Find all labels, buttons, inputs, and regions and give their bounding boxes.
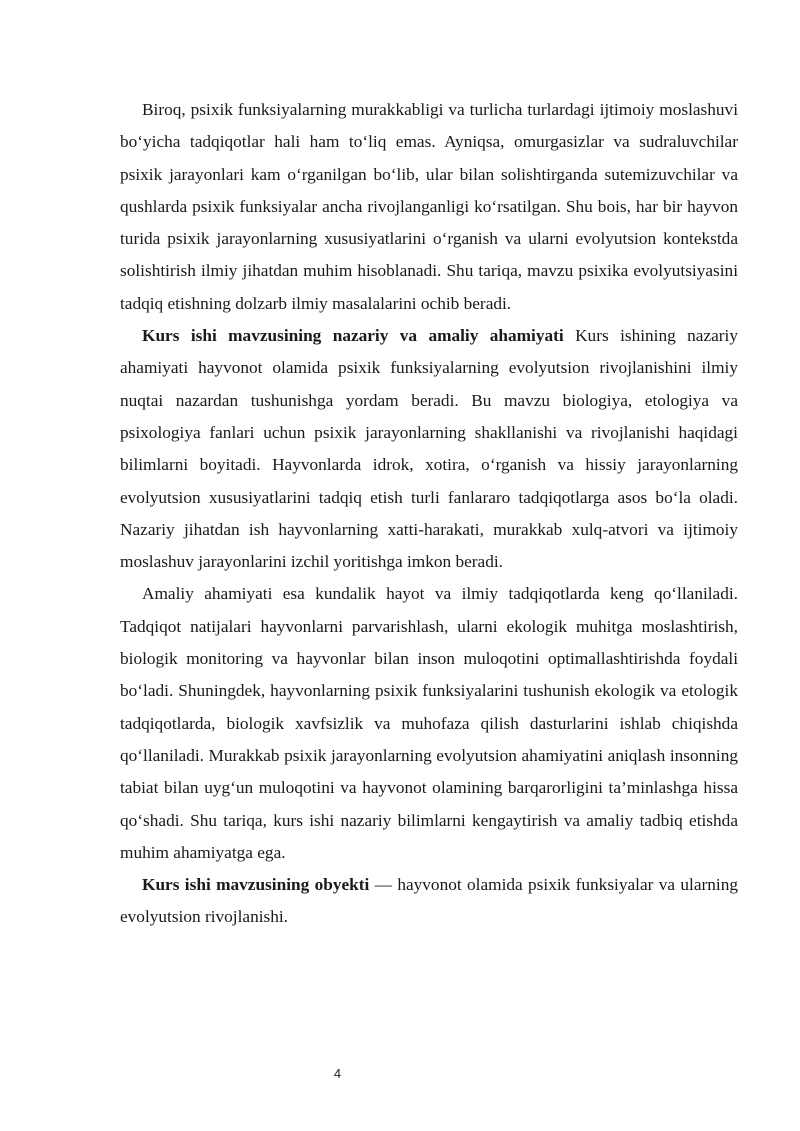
paragraph-heading: Kurs ishi mavzusining obyekti [142,875,370,895]
paragraph-significance [120,320,738,578]
paragraph-text: Amaliy ahamiyati esa kundalik hayot va ilmiy tadqiqotlarda keng qo‘llaniladi. Tadqiqot natijalari hayvonlarni parvarishlash, ularni ekologik muhitga moslashtirish, biologik monitoring va hayvonlar bilan inson muloqotini optimallashtirishda foydali bo‘ladi. Shuningdek, hayvonlarning psixik funksiyalarini tushunish ekologik va etologik tadqiqotlarda, biologik xavfsizlik va muhofaza qilish dasturlarini ishlab chiqishda qo‘llaniladi. Murakkab psixik jarayonlarning evolyutsion ahamiyatini aniqlash insonning tabiat bilan uyg‘un muloqotini va hayvonot olamining barqarorligini ta’minlashga hissa qo‘shadi. Shu tariqa, kurs ishi nazariy bilimlarni kengaytirish va amaliy tadbiq etishda muhim ahamiyatga ega. [120,584,738,862]
paragraph-relevance [120,94,738,320]
paragraph-practical [120,578,738,869]
paragraph-text: — hayvonot olamida psixik funksiyalar va ularning evolyutsion rivojlanishi. [120,875,738,927]
paragraph-object [120,869,738,934]
paragraph-text: Biroq, psixik funksiyalarning murakkabligi va turlicha turlardagi ijtimoiy moslashuvi bo‘yicha tadqiqotlar hali ham to‘liq emas. Ayniqsa, omurgasizlar va sudraluvchilar psixik jarayonlari kam o‘rganilgan bo‘lib, ular bilan solishtirganda sutemizuvchilar va qushlarda psixik funksiyalar ancha rivojlanganligi ko‘rsatilgan. Shu bois, har bir hayvon turida psixik jarayonlarning xususiyatlarini o‘rganish va ularni evolyutsion kontekstda solishtirish ilmiy jihatdan muhim hisoblanadi. Shu tariqa, mavzu psixika evolyutsiyasini tadqiq etishning dolzarb ilmiy masalalarini ochib beradi. [120,100,738,313]
paragraph-heading: Kurs ishi mavzusining nazariy va amaliy ahamiyati [142,326,564,346]
page-number: 4 [333,1066,342,1081]
body-text [120,94,738,934]
paragraph-text: Kurs ishining nazariy ahamiyati hayvonot olamida psixik funksiyalarning evolyutsion rivojlanishini ilmiy nuqtai nazardan tushunishga yordam beradi. Bu mavzu biologiya, etologiya va psixologiya fanlari uchun psixik jarayonlarning shakllanishi va rivojlanishi haqidagi bilimlarni boyitadi. Hayvonlarda idrok, xotira, o‘rganish va hissiy jarayonlarning evolyutsion xususiyatlarini tadqiq etish turli fanlararo tadqiqotlarga asos bo‘la oladi. Nazariy jihatdan ish hayvonlarning xatti-harakati, murakkab xulq-atvori va ijtimoiy moslashuv jarayonlarini izchil yoritishga imkon beradi. [120,326,738,572]
